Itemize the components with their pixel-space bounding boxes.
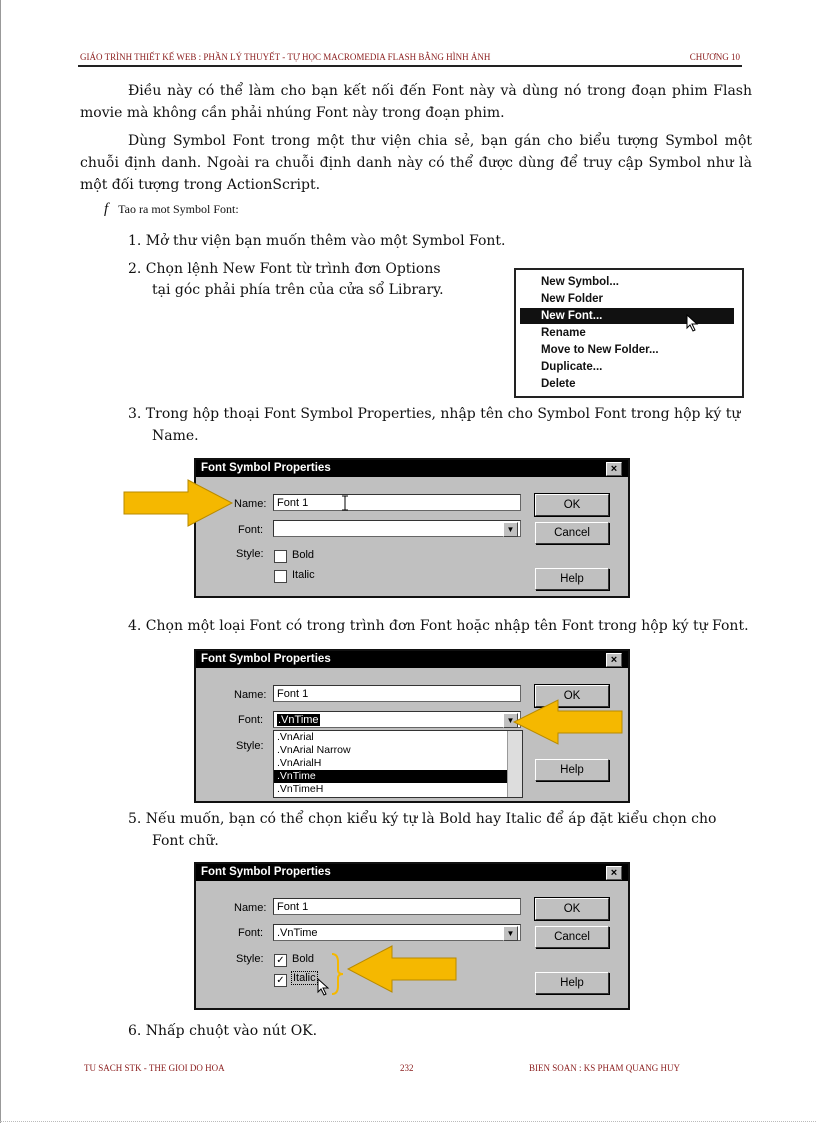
menu-item-move-to-new-folder[interactable]: Move to New Folder... — [541, 344, 659, 356]
font-option[interactable]: .VnTimeH — [277, 783, 324, 795]
text-cursor-icon — [341, 495, 349, 511]
footer-left: TU SACH STK - THE GIOI DO HOA — [84, 1063, 225, 1073]
dialog-title: Font Symbol Properties — [196, 864, 628, 881]
font-label: Font: — [238, 714, 264, 726]
page-frame-bottom — [0, 1121, 816, 1122]
page-frame-left — [0, 0, 1, 1123]
step-6: 6. Nhấp chuột vào nút OK. — [128, 1023, 318, 1039]
style-label: Style: — [236, 740, 264, 752]
ok-button[interactable]: OK — [535, 494, 609, 516]
arrow-left-icon — [512, 698, 624, 746]
mouse-pointer-icon — [686, 314, 700, 332]
name-label: Name: — [234, 689, 267, 701]
arrow-left-icon — [346, 944, 458, 994]
dialog-title: Font Symbol Properties — [196, 460, 628, 477]
dialog-title: Font Symbol Properties — [196, 651, 628, 668]
name-input[interactable]: Font 1 — [273, 494, 521, 511]
font-select[interactable] — [273, 520, 521, 537]
header-title: GIÁO TRÌNH THIẾT KẾ WEB : PHẦN LÝ THUYẾT - TỰ HỌC MACROMEDIA FLASH BẰNG HÌNH ẢNH — [80, 52, 491, 62]
font-dropdown-list[interactable] — [273, 730, 523, 798]
name-label: Name: — [234, 902, 267, 914]
font-option[interactable]: .VnArial — [277, 731, 314, 743]
chevron-down-icon[interactable]: ▼ — [503, 522, 518, 537]
italic-checkbox[interactable] — [274, 570, 287, 583]
step-3-cont: Name. — [152, 428, 199, 444]
menu-item-delete[interactable]: Delete — [541, 378, 576, 390]
bold-label: Bold — [292, 549, 315, 561]
chevron-down-icon[interactable]: ▼ — [503, 713, 518, 728]
italic-checkbox[interactable]: ✓ — [274, 974, 287, 987]
bullet-heading — [104, 201, 239, 218]
paragraph-1: Điều này có thể làm cho bạn kết nối đến Font này và dùng nó trong đoạn phim Flash movie mà không cần phải nhúng Font này trong đoạn phim. — [80, 83, 752, 121]
step-5: 5. Nếu muốn, bạn có thể chọn kiểu ký tự là Bold hay Italic để áp đặt kiểu chọn cho — [128, 811, 717, 827]
curly-brace-icon — [330, 952, 346, 996]
font-option-selected[interactable]: .VnTime — [274, 770, 522, 783]
step-1: 1. Mở thư viện bạn muốn thêm vào một Symbol Font. — [128, 233, 506, 249]
bold-label: Bold — [292, 953, 315, 965]
page-header — [80, 52, 744, 62]
ok-button[interactable]: OK — [535, 685, 609, 707]
name-input[interactable]: Font 1 — [273, 685, 521, 702]
menu-item-rename[interactable]: Rename — [541, 327, 586, 339]
font-symbol-dialog-1 — [194, 458, 630, 598]
step-5-cont: Font chữ. — [152, 833, 219, 849]
bold-checkbox[interactable] — [274, 550, 287, 563]
name-input[interactable]: Font 1 — [273, 898, 521, 915]
arrow-right-icon — [122, 478, 234, 528]
italic-label: Italic — [293, 972, 316, 984]
font-option[interactable]: .VnArialH — [277, 757, 322, 769]
footer-page-number: 232 — [400, 1063, 414, 1073]
style-label: Style: — [236, 953, 264, 965]
bullet-text: Tao ra mot Symbol Font: — [118, 202, 239, 216]
paragraph-2: Dùng Symbol Font trong một thư viện chia sẻ, bạn gán cho biểu tượng Symbol một chuỗi định danh. Ngoài ra chuỗi định danh này có thể được dùng để truy cập Symbol như là một đối tượng trong ActionScript. — [80, 133, 752, 193]
close-button[interactable]: × — [606, 866, 622, 880]
font-label: Font: — [238, 927, 264, 939]
footer-right: BIEN SOAN : KS PHAM QUANG HUY — [529, 1063, 681, 1073]
font-select[interactable]: .VnTime ▼ — [273, 711, 521, 728]
header-chapter: CHƯƠNG 10 — [689, 52, 740, 62]
bullet-symbol: f — [104, 201, 109, 217]
font-label: Font: — [238, 524, 264, 536]
help-button[interactable]: Help — [535, 759, 609, 781]
help-button[interactable]: Help — [535, 568, 609, 590]
ok-button[interactable]: OK — [535, 898, 609, 920]
step-3: 3. Trong hộp thoại Font Symbol Properties, nhập tên cho Symbol Font trong hộp ký tự — [128, 406, 741, 422]
cancel-button[interactable]: Cancel — [535, 926, 609, 948]
step-4: 4. Chọn một loại Font có trong trình đơn Font hoặc nhập tên Font trong hộp ký tự Font. — [128, 618, 749, 634]
font-option[interactable]: .VnArial Narrow — [277, 744, 351, 756]
menu-item-new-symbol[interactable]: New Symbol... — [541, 276, 619, 288]
chevron-down-icon[interactable]: ▼ — [503, 926, 518, 941]
close-button[interactable]: × — [606, 653, 622, 667]
menu-item-new-folder[interactable]: New Folder — [541, 293, 603, 305]
menu-item-duplicate[interactable]: Duplicate... — [541, 361, 603, 373]
menu-item-new-font[interactable]: New Font... — [520, 308, 734, 324]
close-button[interactable]: × — [606, 462, 622, 476]
italic-label: Italic — [292, 569, 315, 581]
step-2-cont: tại góc phải phía trên của cửa sổ Library. — [152, 282, 444, 298]
name-label: Name: — [234, 498, 267, 510]
help-button[interactable]: Help — [535, 972, 609, 994]
header-rule — [78, 65, 742, 67]
options-menu — [514, 268, 744, 398]
step-2: 2. Chọn lệnh New Font từ trình đơn Options — [128, 261, 441, 277]
style-label: Style: — [236, 548, 264, 560]
mouse-pointer-icon — [317, 978, 331, 996]
cancel-button[interactable]: Cancel — [535, 522, 609, 544]
bold-checkbox[interactable]: ✓ — [274, 954, 287, 967]
font-select[interactable]: .VnTime ▼ — [273, 924, 521, 941]
